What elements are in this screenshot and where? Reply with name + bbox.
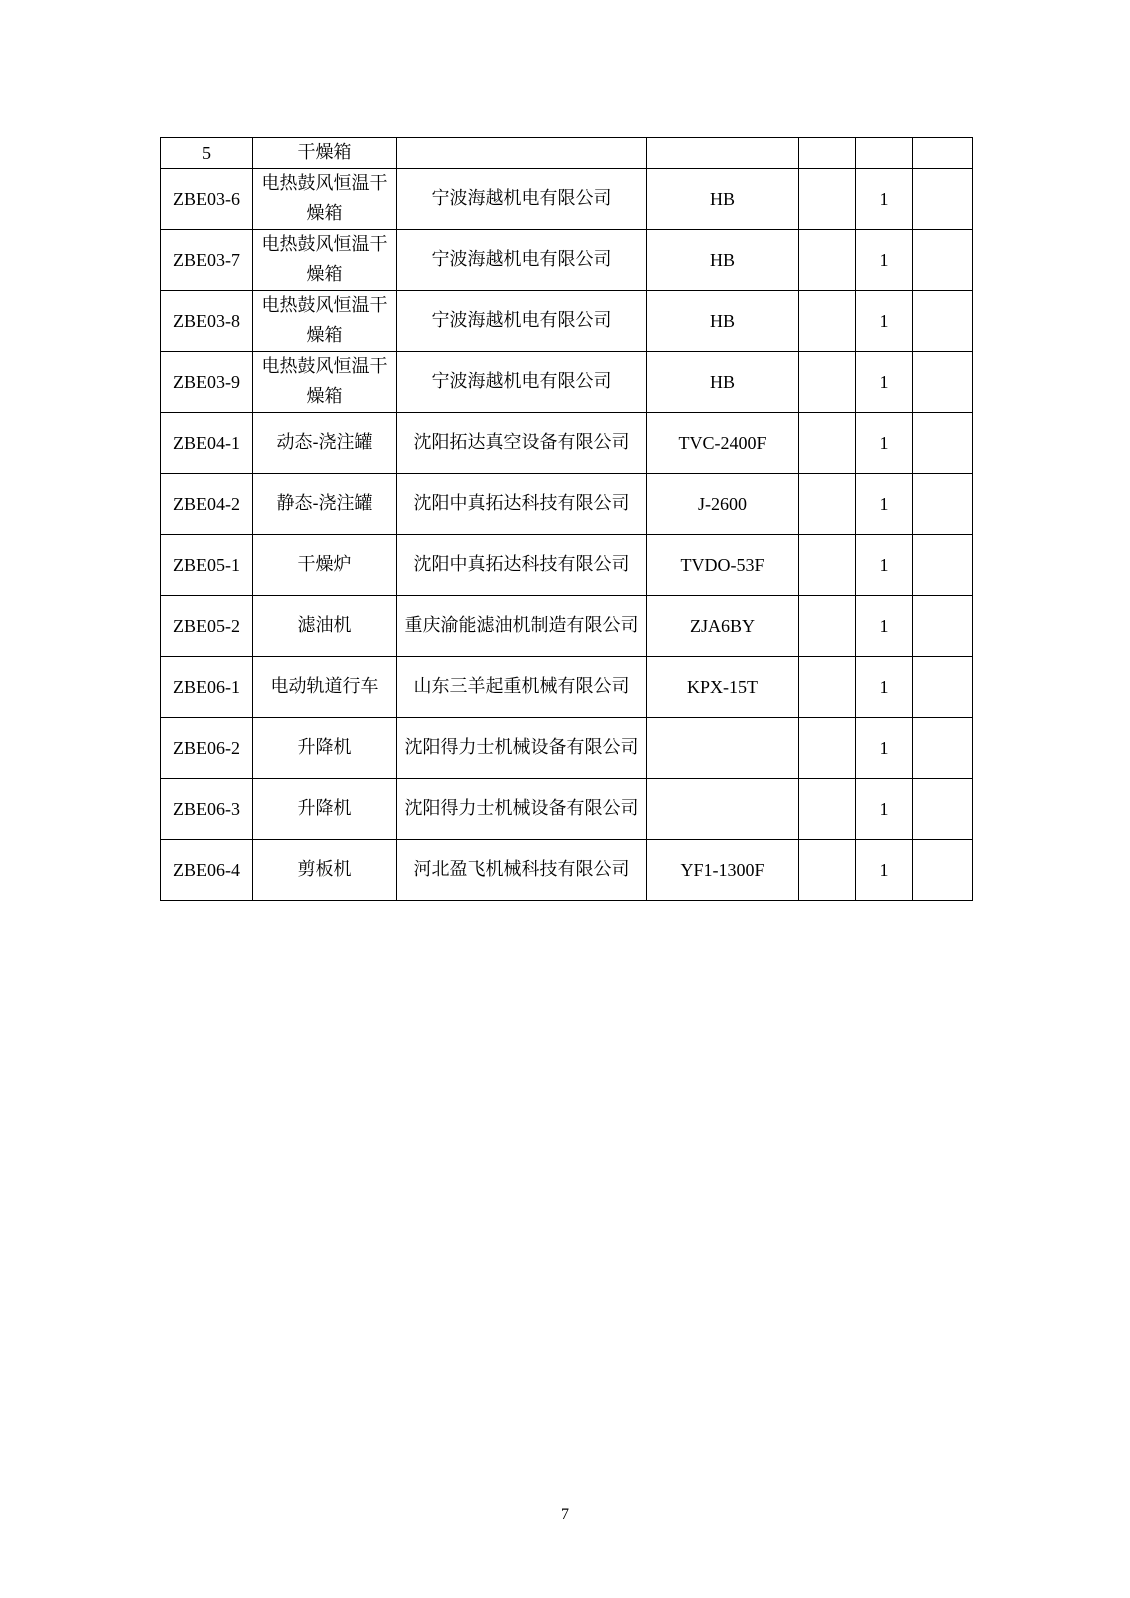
blank-cell: [799, 657, 856, 718]
manufacturer-cell: 宁波海越机电有限公司: [397, 169, 647, 230]
equipment-name-cell: 电动轨道行车: [253, 657, 397, 718]
manufacturer-cell: 沈阳中真拓达科技有限公司: [397, 474, 647, 535]
equipment-code-cell: ZBE04-1: [161, 413, 253, 474]
manufacturer-cell: [397, 138, 647, 169]
table-row: [161, 474, 973, 535]
remark-cell: [913, 840, 973, 901]
remark-cell: [913, 596, 973, 657]
manufacturer-cell: 沈阳得力士机械设备有限公司: [397, 779, 647, 840]
equipment-name-cell: 干燥炉: [253, 535, 397, 596]
model-cell: TVDO-53F: [647, 535, 799, 596]
equipment-name-cell: 电热鼓风恒温干燥箱: [253, 230, 397, 291]
equipment-code-cell: ZBE05-1: [161, 535, 253, 596]
table-row: [161, 138, 973, 169]
table-row: [161, 352, 973, 413]
remark-cell: [913, 413, 973, 474]
equipment-name-cell: 电热鼓风恒温干燥箱: [253, 169, 397, 230]
remark-cell: [913, 230, 973, 291]
remark-cell: [913, 718, 973, 779]
table-body: [161, 138, 973, 901]
remark-cell: [913, 779, 973, 840]
remark-cell: [913, 535, 973, 596]
manufacturer-cell: 河北盈飞机械科技有限公司: [397, 840, 647, 901]
equipment-name-cell: 电热鼓风恒温干燥箱: [253, 291, 397, 352]
quantity-cell: 1: [856, 169, 913, 230]
equipment-name-cell: 静态-浇注罐: [253, 474, 397, 535]
blank-cell: [799, 474, 856, 535]
equipment-code-cell: ZBE03-8: [161, 291, 253, 352]
equipment-name-cell: 电热鼓风恒温干燥箱: [253, 352, 397, 413]
quantity-cell: 1: [856, 840, 913, 901]
page-number: 7: [561, 1506, 569, 1523]
quantity-cell: 1: [856, 352, 913, 413]
table-row: [161, 413, 973, 474]
blank-cell: [799, 291, 856, 352]
model-cell: HB: [647, 169, 799, 230]
blank-cell: [799, 840, 856, 901]
remark-cell: [913, 352, 973, 413]
equipment-table: [160, 137, 973, 901]
table-row: [161, 840, 973, 901]
equipment-code-cell: ZBE06-1: [161, 657, 253, 718]
equipment-code-cell: ZBE04-2: [161, 474, 253, 535]
remark-cell: [913, 169, 973, 230]
quantity-cell: 1: [856, 291, 913, 352]
manufacturer-cell: 沈阳拓达真空设备有限公司: [397, 413, 647, 474]
table-row: [161, 718, 973, 779]
blank-cell: [799, 169, 856, 230]
table-row: [161, 779, 973, 840]
model-cell: J-2600: [647, 474, 799, 535]
blank-cell: [799, 413, 856, 474]
model-cell: YF1-1300F: [647, 840, 799, 901]
manufacturer-cell: 宁波海越机电有限公司: [397, 352, 647, 413]
quantity-cell: [856, 138, 913, 169]
blank-cell: [799, 230, 856, 291]
quantity-cell: 1: [856, 535, 913, 596]
quantity-cell: 1: [856, 596, 913, 657]
equipment-code-cell: ZBE06-2: [161, 718, 253, 779]
model-cell: HB: [647, 352, 799, 413]
remark-cell: [913, 291, 973, 352]
quantity-cell: 1: [856, 413, 913, 474]
blank-cell: [799, 596, 856, 657]
model-cell: [647, 718, 799, 779]
equipment-name-cell: 升降机: [253, 779, 397, 840]
table-row: [161, 657, 973, 718]
table-row: [161, 535, 973, 596]
equipment-code-cell: ZBE05-2: [161, 596, 253, 657]
manufacturer-cell: 宁波海越机电有限公司: [397, 291, 647, 352]
equipment-code-cell: ZBE03-6: [161, 169, 253, 230]
table-row: [161, 291, 973, 352]
equipment-code-cell: ZBE03-9: [161, 352, 253, 413]
model-cell: KPX-15T: [647, 657, 799, 718]
quantity-cell: 1: [856, 718, 913, 779]
quantity-cell: 1: [856, 657, 913, 718]
model-cell: [647, 779, 799, 840]
equipment-code-cell: 5: [161, 138, 253, 169]
manufacturer-cell: 重庆渝能滤油机制造有限公司: [397, 596, 647, 657]
model-cell: HB: [647, 291, 799, 352]
equipment-name-cell: 动态-浇注罐: [253, 413, 397, 474]
model-cell: HB: [647, 230, 799, 291]
manufacturer-cell: 山东三羊起重机械有限公司: [397, 657, 647, 718]
blank-cell: [799, 138, 856, 169]
equipment-code-cell: ZBE06-3: [161, 779, 253, 840]
manufacturer-cell: 沈阳中真拓达科技有限公司: [397, 535, 647, 596]
table-row: [161, 230, 973, 291]
remark-cell: [913, 657, 973, 718]
equipment-name-cell: 升降机: [253, 718, 397, 779]
blank-cell: [799, 718, 856, 779]
blank-cell: [799, 535, 856, 596]
equipment-name-cell: 干燥箱: [253, 138, 397, 169]
equipment-code-cell: ZBE06-4: [161, 840, 253, 901]
quantity-cell: 1: [856, 779, 913, 840]
model-cell: [647, 138, 799, 169]
model-cell: TVC-2400F: [647, 413, 799, 474]
equipment-code-cell: ZBE03-7: [161, 230, 253, 291]
remark-cell: [913, 474, 973, 535]
equipment-name-cell: 滤油机: [253, 596, 397, 657]
quantity-cell: 1: [856, 230, 913, 291]
manufacturer-cell: 宁波海越机电有限公司: [397, 230, 647, 291]
table-row: [161, 169, 973, 230]
manufacturer-cell: 沈阳得力士机械设备有限公司: [397, 718, 647, 779]
table-row: [161, 596, 973, 657]
remark-cell: [913, 138, 973, 169]
blank-cell: [799, 779, 856, 840]
quantity-cell: 1: [856, 474, 913, 535]
model-cell: ZJA6BY: [647, 596, 799, 657]
equipment-name-cell: 剪板机: [253, 840, 397, 901]
blank-cell: [799, 352, 856, 413]
